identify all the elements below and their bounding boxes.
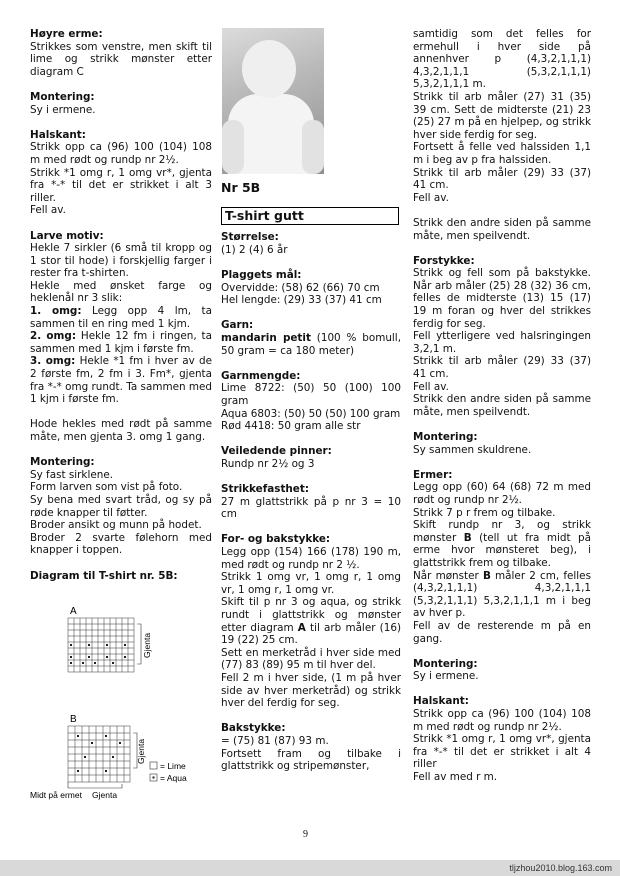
legend-lime-swatch [150, 762, 157, 769]
heading-larve-motiv: Larve motiv: [30, 229, 104, 242]
heading-diagram: Diagram til T-shirt nr. 5B: [30, 569, 178, 582]
page-number: 9 [303, 829, 308, 840]
text-montering-4: Sy i ermene. [413, 670, 479, 683]
text-larve-motiv: Hekle 7 sirkler (6 små til kropp og 1 stor til hode) i forskjellig farger i rester fra t-shirten. Hekle med ønsket farge og heklenål nr 3 slik: [30, 242, 212, 305]
text-garn: mandarin petit (100 % bomull, 50 gram = ca 180 meter) [221, 331, 405, 357]
text-plaggets-mal: Overvidde: (58) 62 (66) 70 cm Hel lengde: (29) 33 (37) 41 cm [221, 281, 382, 307]
legend-aqua-dot [153, 777, 155, 779]
text-ermer: Legg opp (60) 64 (68) 72 m med rødt og rundp nr 2½. Strikk 7 p r frem og tilbake. Skift rundp nr 3, og strikk mønster B (tell ut fra midt på erme hvor mønsteret beg), i glattstrikk frem og tilbake. Når mønster B måler 2 cm, felles (4,3,2,1,1,1) 4,3,2,1,1,1 (5,3,2,1,1,1) 5,3,2,1,1,1 m i beg av hver p. Fell av de resterende m på en gang. [413, 481, 591, 645]
text-andre-siden: Strikk den andre siden på samme måte, men speilvendt. [413, 216, 595, 242]
heading-montering-2: Montering: [30, 456, 95, 469]
photo-arm-right [302, 120, 324, 174]
text-garnmengde: Lime 8722: (50) 50 (100) 100 gram Aqua 6803: (50) 50 (50) 100 gram Rød 4418: 50 gram alle str [221, 382, 401, 433]
heading-montering-4: Montering: [413, 657, 478, 670]
photo-head [242, 40, 296, 98]
heading-garnmengde: Garnmengde: [221, 369, 301, 382]
text-strikkefasthet: 27 m glattstrikk på p nr 3 = 10 cm [221, 495, 405, 521]
text-hoyre-erme: Strikkes som venstre, men skift til lime og strikk mønster etter diagram C [30, 40, 216, 78]
text-omg-3: 3. omg: Hekle *1 fm i hver av de 2 første fm, 2 fm i 3. Fm*, gjenta fra *-* omg rundt. Ta sammen med 1 kjm i første fm. [30, 355, 216, 406]
footer-url[interactable]: tljzhou2010.blog.163.com [509, 863, 612, 873]
text-halskant: Strikk opp ca (96) 100 (104) 108 m med rødt og rundp nr 2½. Strikk *1 omg r, 1 omg vr*, gjenta fra *-* til det er strikket i alt 3 riller. Fell av. [30, 141, 212, 217]
diagram-a-label: A [70, 606, 77, 618]
heading-storrelse: Størrelse: [221, 231, 279, 244]
heading-forstykke: Forstykke: [413, 254, 475, 267]
heading-halskant: Halskant: [30, 128, 86, 141]
text-storrelse: (1) 2 (4) 6 år [221, 243, 288, 256]
diagram-b-grid [68, 726, 130, 782]
knitting-diagram [30, 598, 220, 808]
heading-halskant-2: Halskant: [413, 695, 469, 708]
text-montering-3: Sy sammen skuldrene. [413, 443, 532, 456]
heading-pinner: Veiledende pinner: [221, 445, 332, 458]
legend-lime-label: = Lime [160, 761, 186, 772]
photo-arm-left [222, 120, 244, 174]
diagram-midt-label: Midt på ermet [30, 790, 82, 801]
diagram-b-label: B [70, 714, 77, 726]
text-pinner: Rundp nr 2½ og 3 [221, 457, 315, 470]
heading-ermer: Ermer: [413, 468, 453, 481]
text-halskant-2: Strikk opp ca (96) 100 (104) 108 m med rødt og rundp nr 2½. Strikk *1 omg r, 1 omg vr*, gjenta fra *-* til det er strikket i alt 4 riller Fell av med r m. [413, 708, 591, 784]
heading-bakstykke: Bakstykke: [221, 722, 286, 735]
text-hode: Hode hekles med rødt på samme måte, men gjenta 3. omg 1 gang. [30, 418, 216, 443]
heading-strikkefasthet: Strikkefasthet: [221, 483, 309, 496]
diagram-a-gjenta: Gjenta [142, 633, 152, 659]
footer-bar [0, 860, 620, 876]
diagram-b-bottom-bracket [68, 782, 122, 788]
diagram-gjenta-bottom: Gjenta [92, 790, 118, 801]
legend-aqua-label: = Aqua [160, 773, 187, 784]
heading-hoyre-erme: Høyre erme: [30, 28, 103, 40]
text-montering: Sy i ermene. [30, 103, 96, 116]
column-right [413, 28, 595, 784]
diagram-svg [30, 598, 220, 808]
column-left [30, 28, 216, 808]
pattern-title: T-shirt gutt [221, 207, 399, 226]
text-omg-2: 2. omg: Hekle 12 fm i ringen, ta sammen med 1 kjm i første fm. [30, 330, 216, 355]
heading-montering: Montering: [30, 90, 95, 103]
column-middle [221, 28, 405, 773]
diagram-b-gjenta: Gjenta [136, 739, 146, 765]
heading-garn: Garn: [221, 319, 254, 332]
diagram-a-bracket [137, 624, 141, 664]
text-montering-2: Sy fast sirklene. Form larven som vist på foto. Sy bena med svart tråd, og sy på røde knapper til føtter. Broder ansikt og munn på hodet. Broder 2 svarte følehorn med knapper i toppen. [30, 468, 212, 557]
heading-plaggets-mal: Plaggets mål: [221, 268, 302, 281]
child-photo [222, 28, 324, 174]
pattern-number: Nr 5B [221, 180, 261, 195]
text-bakstykke-cont: samtidig som det felles for ermehull i hver side på annenhver p (4,3,2,1,1,1) 4,3,2,1,1,1 (5,3,2,1,1,1) 5,3,2,1,1,1 m. Strikk til arb måler (27) 31 (35) 39 cm. Sett de midterste (21) 23 (25) 27 m på en hjelpep, og strikk hver side ferdig for seg. Fortsett å felle ved halssiden 1,1 m i beg av p fra halssiden. Strikk til arb måler (29) 33 (37) 41 cm. Fell av. [413, 28, 591, 204]
heading-for-og-bakstykke: For- og bakstykke: [221, 533, 331, 546]
text-omg-1: 1. omg: Legg opp 4 lm, ta sammen til en ring med 1 kjm. [30, 305, 216, 330]
text-forstykke: Strikk og fell som på bakstykke. Når arb måler (25) 28 (32) 36 cm, felles de midterste (13) 15 (17) 19 m foran og hver del strikkes ferdig for seg. Fell ytterligere ved halsringingen 3,2,1 m. Strikk til arb måler (29) 33 (37) 41 cm. Fell av. Strikk den andre siden på samme måte, men speilvendt. [413, 267, 591, 418]
text-bakstykke: = (75) 81 (87) 93 m. Fortsett fram og tilbake i glattstrikk og stripemønster, [221, 734, 401, 773]
heading-montering-3: Montering: [413, 431, 478, 443]
text-for-og-bakstykke: Legg opp (154) 166 (178) 190 m, med rødt og rundp nr 2 ½. Strikk 1 omg vr, 1 omg r, 1 omg vr, 1 omg r, 1 omg vr. Skift til p nr 3 og aqua, og strikk rundt i glattstrikk og mønster etter diagram A til arb måler (16) 19 (22) 25 cm. Sett en merketråd i hver side med (77) 83 (89) 95 m til hver del. Fell 2 m i hver side, (1 m på hver side av hver merketråd) og strikk hver del ferdig for seg. [221, 546, 401, 710]
